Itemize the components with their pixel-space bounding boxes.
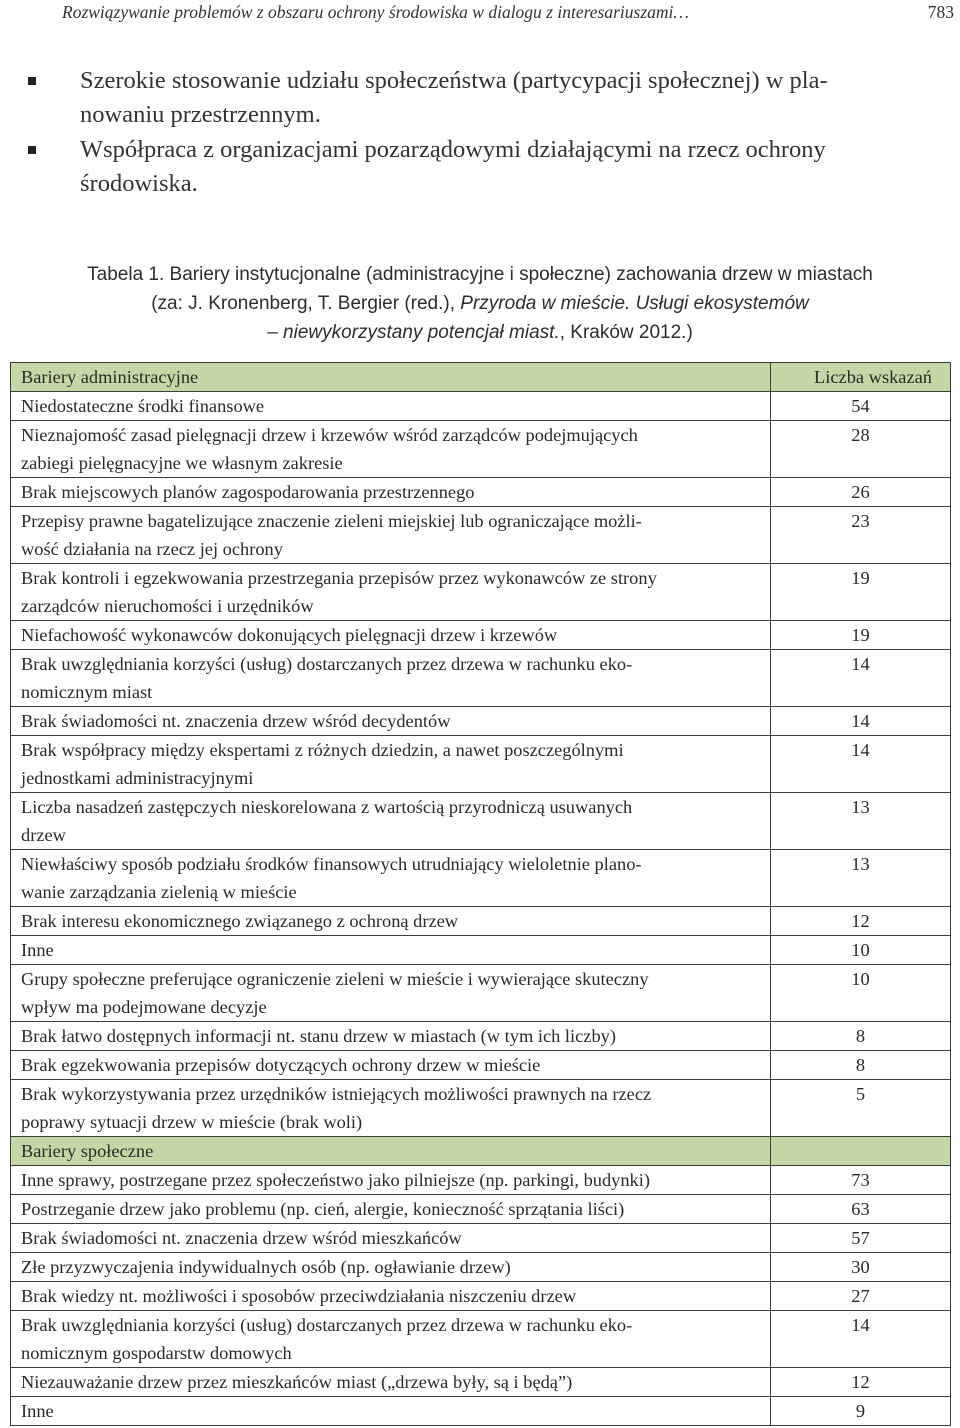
- barrier-text: Brak miejscowych planów zagospodarowania przestrzennego: [21, 482, 475, 502]
- barrier-text: jednostkami administracyjnymi: [21, 768, 254, 788]
- barrier-text: Nieznajomość zasad pielęgnacji drzew i krzewów wśród zarządców podejmujących: [21, 425, 638, 445]
- barrier-cell: [11, 1282, 771, 1311]
- barrier-cell: [11, 1397, 771, 1426]
- bullet-item: [28, 133, 958, 201]
- count-cell: 12: [771, 907, 951, 936]
- barrier-cell: [11, 1022, 771, 1051]
- table-row: [11, 936, 951, 965]
- barrier-cell: [11, 392, 771, 421]
- count-cell: 73: [771, 1166, 951, 1195]
- barrier-text: Brak egzekwowania przepisów dotyczących ochrony drzew w mieście: [21, 1055, 541, 1075]
- count-cell: 12: [771, 1368, 951, 1397]
- barrier-cell: [11, 1368, 771, 1397]
- count-cell: 8: [771, 1022, 951, 1051]
- barrier-text: Brak kontroli i egzekwowania przestrzegania przepisów przez wykonawców ze strony: [21, 568, 657, 588]
- count-cell: 26: [771, 478, 951, 507]
- barrier-text: Brak uwzględniania korzyści (usług) dostarczanych przez drzewa w rachunku eko-: [21, 654, 633, 674]
- running-header-title: Rozwiązywanie problemów z obszaru ochrony środowiska w dialogu z interesariuszami…: [62, 2, 689, 22]
- barrier-text: wpływ ma podejmowane decyzje: [21, 997, 267, 1017]
- bullet-text-line: środowiska.: [80, 170, 198, 197]
- count-cell: 19: [771, 621, 951, 650]
- count-cell: 9: [771, 1397, 951, 1426]
- running-header: [62, 2, 954, 24]
- barrier-text: Niewłaściwy sposób podziału środków finansowych utrudniający wieloletnie plano-: [21, 854, 642, 874]
- barrier-cell: [11, 507, 771, 564]
- table-row: [11, 507, 951, 564]
- header-cell-category: Bariery administracyjne: [11, 363, 771, 392]
- square-bullet-icon: [28, 146, 36, 154]
- count-cell: 5: [771, 1080, 951, 1137]
- table-row: [11, 793, 951, 850]
- count-cell: 13: [771, 850, 951, 907]
- caption-source: (za: J. Kronenberg, T. Bergier (red.),: [151, 293, 461, 314]
- table-row: [11, 421, 951, 478]
- barrier-text: Przepisy prawne bagatelizujące znaczenie zieleni miejskiej lub ograniczające możli-: [21, 511, 642, 531]
- count-cell: 14: [771, 1311, 951, 1368]
- table-row: [11, 1397, 951, 1426]
- bullet-text-line: Współpraca z organizacjami pozarządowymi działającymi na rzecz ochrony: [80, 136, 826, 163]
- barrier-cell: [11, 907, 771, 936]
- bullet-text-line: Szerokie stosowanie udziału społeczeństwa (partycypacji społecznej) w pla-: [80, 67, 828, 94]
- table-row: [11, 621, 951, 650]
- barrier-cell: [11, 707, 771, 736]
- barrier-cell: [11, 1311, 771, 1368]
- barrier-text: Grupy społeczne preferujące ograniczenie zieleni w mieście i wywierające skuteczny: [21, 969, 649, 989]
- barriers-table: [10, 362, 951, 1426]
- count-cell: 14: [771, 707, 951, 736]
- section-header-empty-cell: [771, 1137, 951, 1166]
- count-cell: 27: [771, 1282, 951, 1311]
- table-row: [11, 736, 951, 793]
- table-caption: [40, 260, 920, 347]
- barrier-text: Brak współpracy między ekspertami z różnych dziedzin, a nawet poszczególnymi: [21, 740, 624, 760]
- table-row: [11, 1311, 951, 1368]
- count-cell: 10: [771, 965, 951, 1022]
- table-row: [11, 850, 951, 907]
- barrier-cell: [11, 850, 771, 907]
- table-row: [11, 907, 951, 936]
- barrier-text: Brak interesu ekonomicznego związanego z ochroną drzew: [21, 911, 459, 931]
- barrier-text: Brak świadomości nt. znaczenia drzew wśród decydentów: [21, 711, 451, 731]
- caption-book-title: Przyroda w mieście. Usługi ekosystemów: [460, 293, 809, 314]
- bullet-text-line: nowaniu przestrzennym.: [80, 101, 321, 128]
- caption-line: Tabela 1. Bariery instytucjonalne (administracyjne i społeczne) zachowania drzew w miastach: [87, 264, 873, 285]
- barrier-text: nomicznym gospodarstw domowych: [21, 1343, 292, 1363]
- count-cell: 54: [771, 392, 951, 421]
- section-header-row: [11, 1137, 951, 1166]
- barrier-cell: [11, 1166, 771, 1195]
- table-row: [11, 1051, 951, 1080]
- table-row: [11, 1080, 951, 1137]
- barrier-cell: [11, 936, 771, 965]
- barrier-text: Liczba nasadzeń zastępczych nieskorelowana z wartością przyrodniczą usuwanych: [21, 797, 633, 817]
- page-number: 783: [927, 2, 954, 22]
- barrier-text: Brak uwzględniania korzyści (usług) dostarczanych przez drzewa w rachunku eko-: [21, 1315, 633, 1335]
- barrier-text: Brak świadomości nt. znaczenia drzew wśród mieszkańców: [21, 1228, 462, 1248]
- count-cell: 23: [771, 507, 951, 564]
- barrier-cell: [11, 1051, 771, 1080]
- header-cell-count: Liczba wskazań: [771, 363, 951, 392]
- barrier-text: Niezauważanie drzew przez mieszkańców miast („drzewa były, są i będą”): [21, 1372, 573, 1392]
- barrier-text: Inne: [21, 940, 54, 960]
- count-cell: 10: [771, 936, 951, 965]
- barrier-text: Brak wiedzy nt. możliwości i sposobów przeciwdziałania niszczeniu drzew: [21, 1286, 577, 1306]
- count-cell: 63: [771, 1195, 951, 1224]
- barrier-cell: [11, 650, 771, 707]
- section-header-label: Bariery społeczne: [11, 1137, 771, 1166]
- table-row: [11, 707, 951, 736]
- count-cell: 19: [771, 564, 951, 621]
- count-cell: 30: [771, 1253, 951, 1282]
- table-row: [11, 564, 951, 621]
- count-cell: 28: [771, 421, 951, 478]
- table-row: [11, 392, 951, 421]
- barrier-text: zabiegi pielęgnacyjne we własnym zakresie: [21, 453, 343, 473]
- table-row: [11, 1253, 951, 1282]
- caption-book-subtitle: – niewykorzystany potencjał miast.: [267, 322, 560, 343]
- caption-publisher: , Kraków 2012.): [559, 322, 693, 343]
- count-cell: 14: [771, 736, 951, 793]
- barrier-text: Brak łatwo dostępnych informacji nt. stanu drzew w miastach (w tym ich liczby): [21, 1026, 616, 1046]
- caption-line: [40, 318, 920, 347]
- barrier-cell: [11, 564, 771, 621]
- barrier-cell: [11, 1253, 771, 1282]
- barrier-text: Inne sprawy, postrzegane przez społeczeństwo jako pilniejsze (np. parkingi, budynki): [21, 1170, 650, 1190]
- barrier-cell: [11, 793, 771, 850]
- table-row: [11, 1166, 951, 1195]
- count-cell: 13: [771, 793, 951, 850]
- table-row: [11, 1368, 951, 1397]
- barrier-text: poprawy sytuacji drzew w mieście (brak woli): [21, 1112, 363, 1132]
- table-row: [11, 478, 951, 507]
- table-body: [11, 363, 951, 1426]
- barrier-text: drzew: [21, 825, 66, 845]
- count-cell: 8: [771, 1051, 951, 1080]
- count-cell: 14: [771, 650, 951, 707]
- square-bullet-icon: [28, 77, 36, 85]
- barrier-text: Niefachowość wykonawców dokonujących pielęgnacji drzew i krzewów: [21, 625, 558, 645]
- barrier-cell: [11, 965, 771, 1022]
- table-row: [11, 650, 951, 707]
- barrier-text: wanie zarządzania zielenią w mieście: [21, 882, 297, 902]
- table-row: [11, 965, 951, 1022]
- barrier-text: Brak wykorzystywania przez urzędników istniejących możliwości prawnych na rzecz: [21, 1084, 652, 1104]
- bullet-list: [28, 64, 958, 202]
- barrier-text: Postrzeganie drzew jako problemu (np. cień, alergie, konieczność sprzątania liści): [21, 1199, 625, 1219]
- table-row: [11, 1022, 951, 1051]
- table-row: [11, 1195, 951, 1224]
- barrier-cell: [11, 1080, 771, 1137]
- barrier-text: wość działania na rzecz jej ochrony: [21, 539, 283, 559]
- table-header-row: [11, 363, 951, 392]
- barrier-cell: [11, 421, 771, 478]
- barrier-cell: [11, 1224, 771, 1253]
- barrier-text: zarządców nieruchomości i urzędników: [21, 596, 314, 616]
- barrier-text: Inne: [21, 1401, 54, 1421]
- count-cell: 57: [771, 1224, 951, 1253]
- caption-line: [40, 289, 920, 318]
- barrier-text: Niedostateczne środki finansowe: [21, 396, 265, 416]
- bullet-item: [28, 64, 958, 132]
- table-row: [11, 1282, 951, 1311]
- barrier-cell: [11, 478, 771, 507]
- barrier-cell: [11, 1195, 771, 1224]
- barrier-cell: [11, 621, 771, 650]
- barrier-text: nomicznym miast: [21, 682, 153, 702]
- barrier-text: Złe przyzwyczajenia indywidualnych osób (np. ogławianie drzew): [21, 1257, 511, 1277]
- table-row: [11, 1224, 951, 1253]
- barrier-cell: [11, 736, 771, 793]
